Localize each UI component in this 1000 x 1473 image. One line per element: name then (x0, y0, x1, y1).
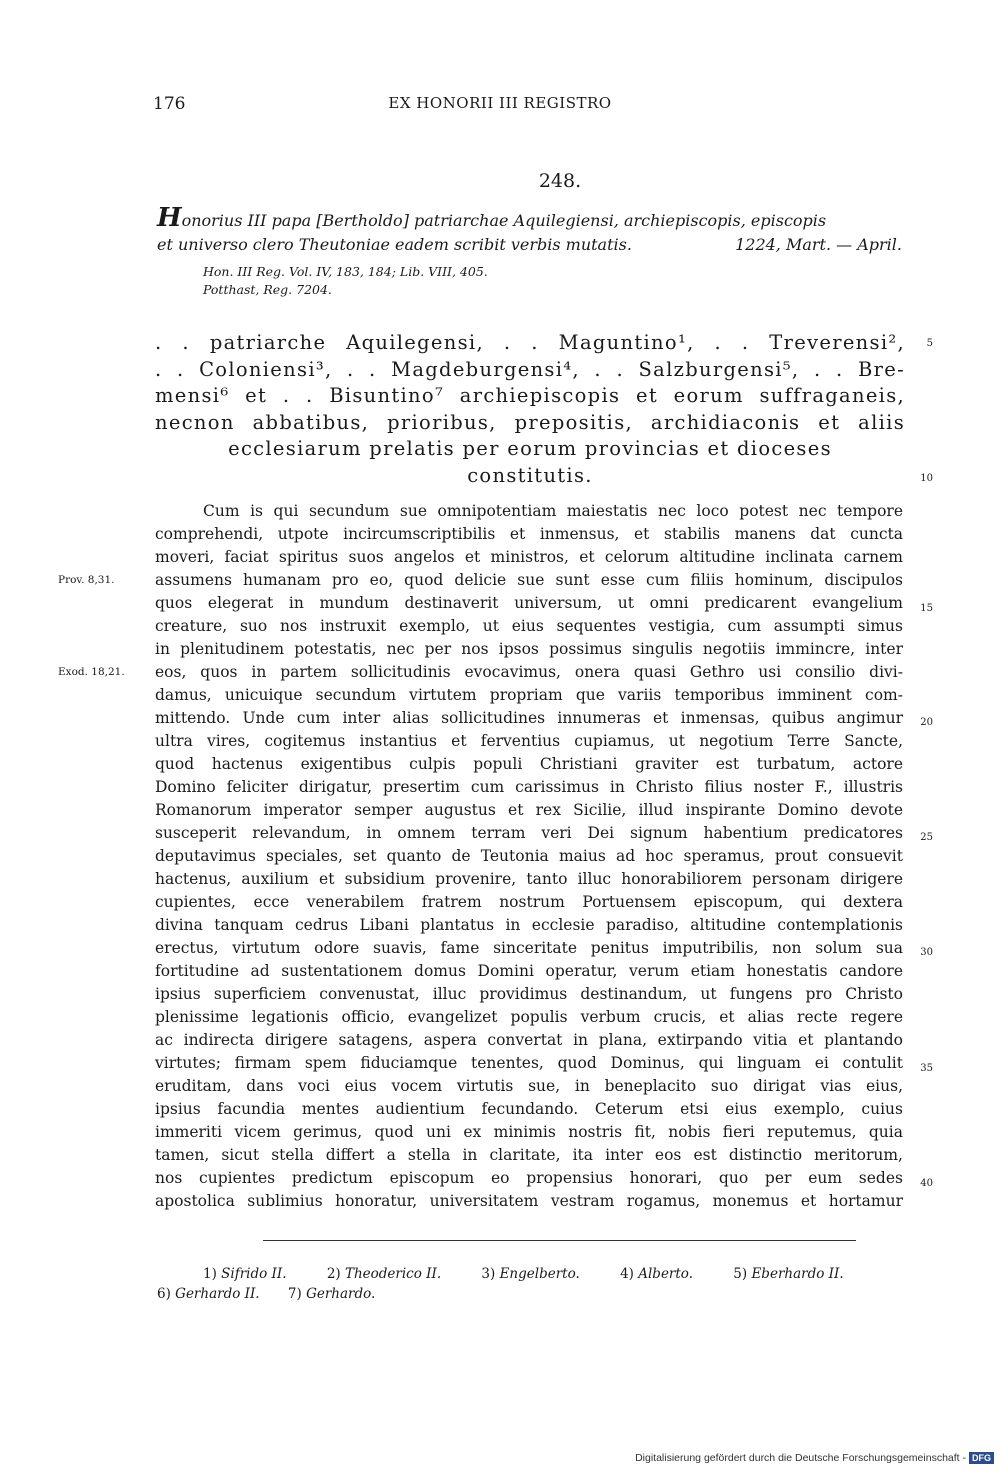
footnotes (157, 1264, 905, 1304)
body-line: Cum is qui secundum sue omnipotentiam maiestatis nec loco potest nec tempore (203, 502, 903, 520)
footnote-text: Eberhardo II. (751, 1266, 844, 1282)
footnote-text: Engelberto. (499, 1266, 580, 1282)
footnote-text: Gerhardo. (306, 1286, 376, 1302)
line-number: 5 (926, 338, 933, 349)
footnote-number: 3) (481, 1266, 496, 1282)
footnote (733, 1264, 843, 1284)
body-line: virtutes; firmam spem fiduciamque tenentes, quod Dominus, qui linguam ei contulit (155, 1054, 903, 1072)
line-number: 40 (920, 1178, 933, 1189)
body-line: ac indirecta dirigere satagens, aspera convertat in plana, extirpando vitia et plantando (155, 1031, 903, 1049)
summary-line-1: onorius III papa [Bertholdo] patriarchae Aquilegiensi, archiepiscopis, episcopis (181, 211, 827, 230)
body-line: moveri, faciat spiritus suos angelos et ministros, et celorum altitudine inclinata carnem (155, 548, 903, 566)
body-line: tamen, sicut stella differt a stella in claritate, ita inter eos est distinctio meritorum, (155, 1146, 903, 1164)
body-line: quos elegerat in mundum destinaverit universum, ut omni predicarent evangelium (155, 594, 903, 612)
footnote-number: 5) (733, 1266, 748, 1282)
summary-date: 1224, Mart. — April. (735, 235, 902, 254)
line-number: 15 (920, 603, 933, 614)
address-block (155, 330, 905, 489)
body-line: mittendo. Unde cum inter alias sollicitudines innumeras et inmensas, quibus angimur (155, 709, 903, 727)
footnote-number: 2) (326, 1266, 341, 1282)
margin-reference: Prov. 8,31. (58, 574, 115, 586)
body-line: Domino feliciter dirigatur, presertim cum carissimus in Christo filius noster F., illustris (155, 778, 903, 796)
address-line: . . Coloniensi³, . . Magdeburgensi⁴, . . Salzburgensi⁵, . . Bre- (155, 357, 905, 381)
body-line: damus, unicuique secundum virtutem propriam que variis temporibus imminent com- (155, 686, 903, 704)
body-line: ultra vires, cogitemus instantius et ferventius cupiamus, ut negotium Terre Sancte, (155, 732, 903, 750)
body-line: deputavimus speciales, set quanto de Teutonia maius ad hoc speramus, prout consuevit (155, 847, 903, 865)
body-line: ipsius superficiem convenustat, illuc providimus destinandum, ut fungens pro Christo (155, 985, 903, 1003)
dfg-logo: DFG (969, 1452, 994, 1464)
footnote-text: Alberto. (638, 1266, 693, 1282)
body-line: assumens humanam pro eo, quod delicie sue sunt esse cum filiis hominum, discipulos (155, 571, 903, 589)
footnote-text: Theoderico II. (344, 1266, 442, 1282)
line-number: 35 (920, 1063, 933, 1074)
document-summary (157, 203, 902, 257)
line-number: 25 (920, 832, 933, 843)
body-line: quod hactenus exigentibus culpis populi Christiani graviter est turbatum, actore (155, 755, 903, 773)
body-line: fortitudine ad sustentationem domus Domini operatur, verum etiam honestatis candore (155, 962, 903, 980)
body-line: eruditam, dans voci eius vocem virtutis sue, in beneplacito suo dirigat vias eius, (155, 1077, 903, 1095)
body-line: apostolica sublimius honoratur, universitatem vestram rogamus, monemus et hortamur (155, 1192, 903, 1210)
body-line: comprehendi, utpote incircumscriptibilis et inmensus, et stabilis manens dat cuncta (155, 525, 903, 543)
body-line: nos cupientes predictum episcopum eo propensius honorari, quo per eum sedes (155, 1169, 903, 1187)
line-number: 30 (920, 947, 933, 958)
body-line: cupientes, ecce venerabilem fratrem nostrum Portuensem episcopum, qui dextera (155, 893, 903, 911)
summary-initial: H (157, 203, 182, 233)
body-line: in plenitudinem potestatis, nec per nos ipsos possimus singulis negotiis immincre, inter (155, 640, 903, 658)
body-line: Romanorum imperator semper augustus et rex Sicilie, illud inspirante Domino devote (155, 801, 903, 819)
source-references (203, 263, 488, 299)
body-line: hactenus, auxilium et subsidium provenire, tanto illuc honorabiliorem personam dirigere (155, 870, 903, 888)
margin-reference: Exod. 18,21. (58, 666, 125, 678)
page-number: 176 (153, 94, 186, 114)
footnote-text: Gerhardo II. (175, 1286, 260, 1302)
body-line: ipsius facundia mentes audientium fecundando. Ceterum etsi eius exemplo, cuius (155, 1100, 903, 1118)
body-line: creature, suo nos instruxit exemplo, ut eius sequentes vestigia, cum assumpti simus (155, 617, 903, 635)
footnote (620, 1264, 693, 1284)
body-line: divina tanquam cedrus Libani plantatus in ecclesie paradiso, altitudine contemplationis (155, 916, 903, 934)
footnote (288, 1284, 375, 1304)
line-number: 20 (920, 717, 933, 728)
address-line: constitutis. (467, 463, 593, 487)
source-line-1: Hon. III Reg. Vol. IV, 183, 184; Lib. VIII, 405. (203, 264, 488, 279)
document-number: 248. (538, 170, 582, 192)
footnote (481, 1264, 579, 1284)
body-line: erectus, virtutum odore suavis, fame sinceritate penitus imputribilis, non solum sua (155, 939, 903, 957)
address-line: necnon abbatibus, prioribus, prepositis, archidiaconis et aliis (155, 410, 905, 434)
address-line: mensi⁶ et . . Bisuntino⁷ archiepiscopis et eorum suffraganeis, (155, 384, 905, 407)
footnote-number: 4) (620, 1266, 634, 1282)
footnote (203, 1264, 287, 1284)
body-line: immeriti vicem gerimus, quod uni ex minimis nostris fit, nobis fieri reputemus, quia (155, 1123, 903, 1141)
footnote-divider (263, 1240, 856, 1241)
summary-line-2: et universo clero Theutoniae eadem scribit verbis mutatis. (157, 235, 632, 254)
body-line: susceperit relevandum, in omnem terram veri Dei signum habentium predicatores (155, 824, 903, 842)
address-line: ecclesiarum prelatis per eorum provincias et dioceses (228, 437, 832, 460)
source-line-2: Potthast, Reg. 7204. (203, 282, 332, 297)
letter-body (155, 500, 903, 1213)
credit-text: Digitalisierung gefördert durch die Deutsche Forschungsgemeinschaft - (635, 1452, 966, 1464)
body-line: eos, quos in partem sollicitudinis evocavimus, onera quasi Gethro usi consilio divi- (155, 663, 903, 681)
address-line: . . patriarche Aquilegensi, . . Maguntino¹, . . Treverensi², (155, 331, 905, 354)
line-number: 10 (920, 473, 933, 484)
footnote-number: 7) (287, 1286, 302, 1302)
footnote-text: Sifrido II. (221, 1266, 287, 1282)
footnote-number: 1) (203, 1266, 217, 1282)
footnote (157, 1284, 260, 1304)
running-title: EX HONORII III REGISTRO (388, 94, 612, 112)
digitization-credit (635, 1452, 1000, 1464)
footnote (327, 1264, 441, 1284)
body-line: plenissime legationis officio, evangelizet populis verbum crucis, et alias recte regere (155, 1008, 903, 1026)
footnote-number: 6) (157, 1286, 171, 1302)
